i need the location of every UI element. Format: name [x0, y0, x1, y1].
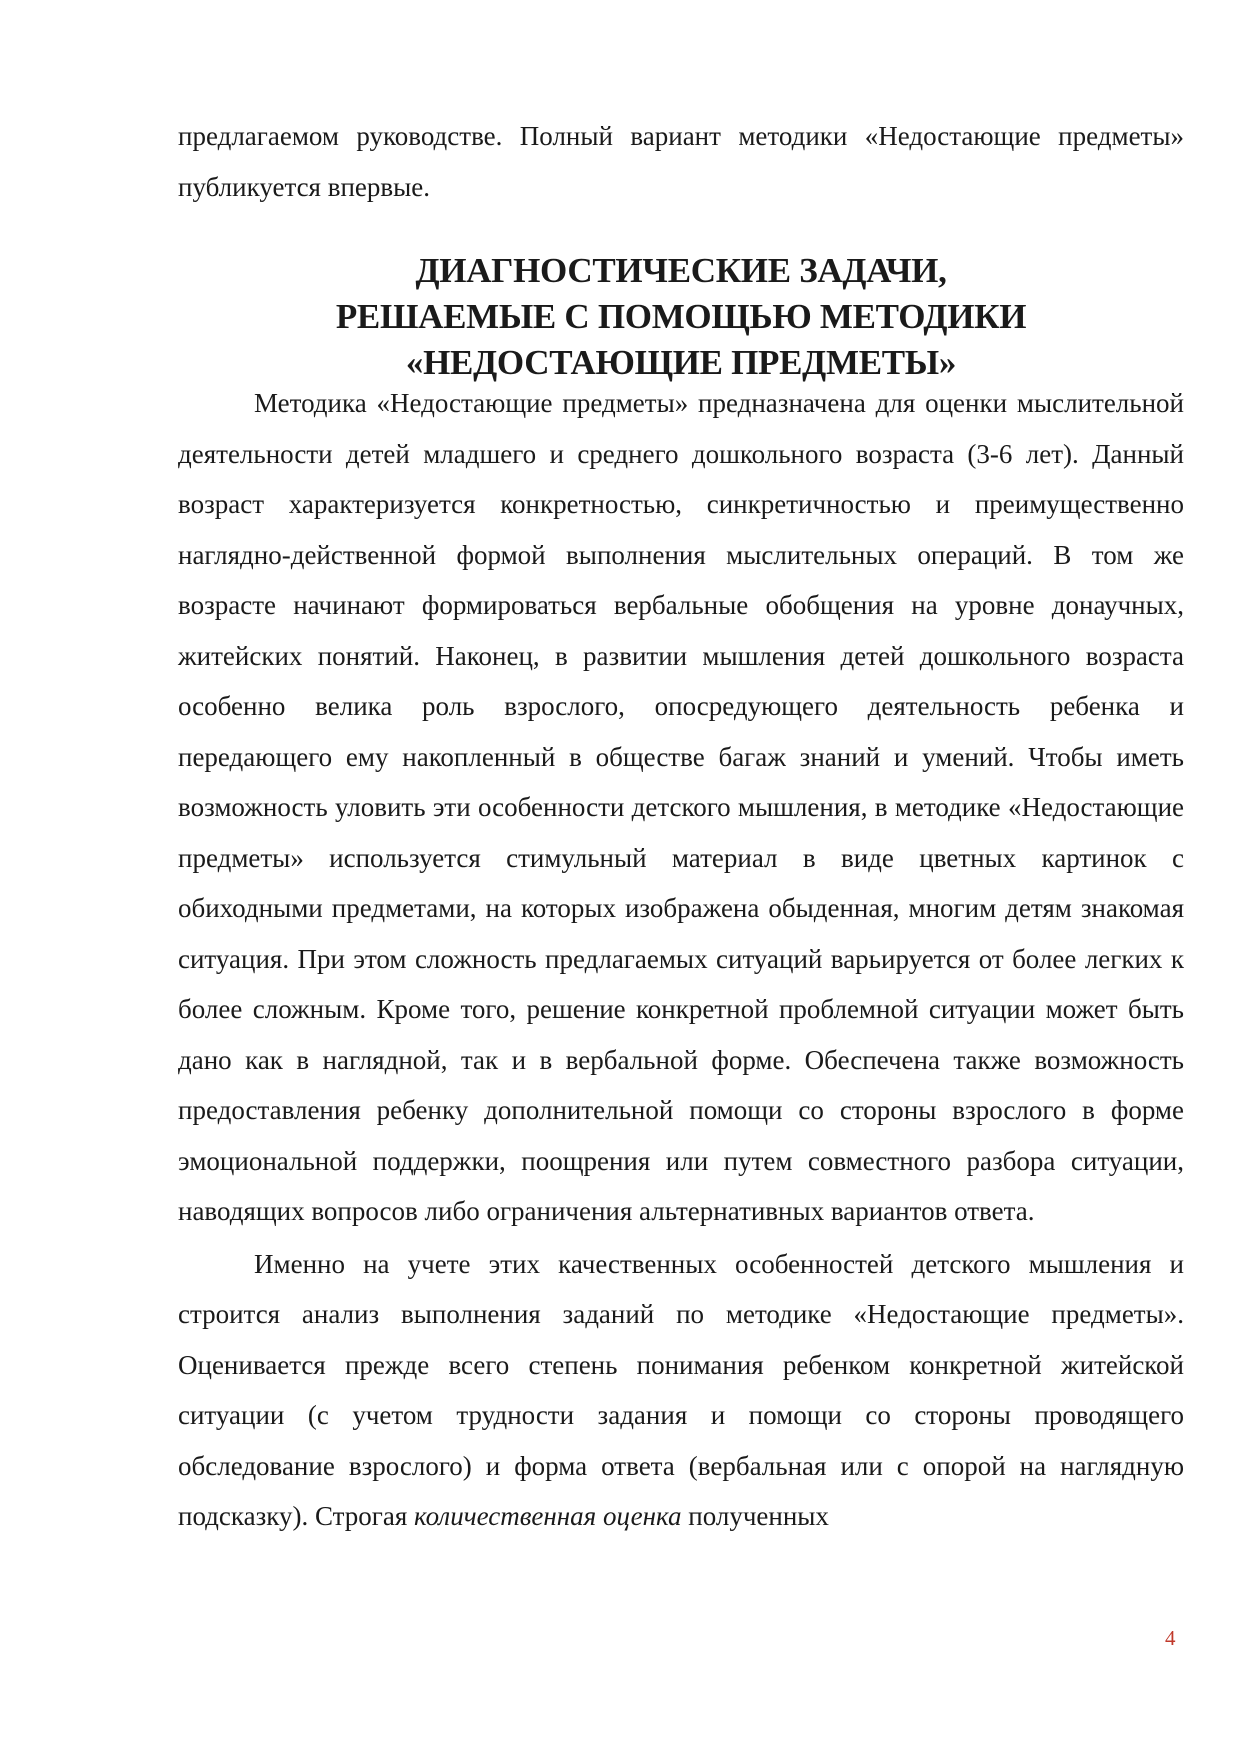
- intro-text-block: [178, 111, 1184, 212]
- paragraph-1: Методика «Недостающие предметы» предназначена для оценки мыслительной деятельности детей младшего и среднего дошкольного возраста (3-6 лет). Данный возраст характеризуется конкретностью, синкретичностью и преимущественно наглядно-действенной формой выполнения мыслительных операций. В том же возрасте начинают формироваться вербальные обобщения на уровне донаучных, житейских понятий. Наконец, в развитии мышления детей дошкольного возраста особенно велика роль взрослого, опосредующего деятельность ребенка и передающего ему накопленный в обществе багаж знаний и умений. Чтобы иметь возможность уловить эти особенности детского мышления, в методике «Недостающие предметы» используется стимульный материал в виде цветных картинок с обиходными предметами, на которых изображена обыденная, многим детям знакомая ситуация. При этом сложность предлагаемых ситуаций варьируется от более легких к более сложным. Кроме того, решение конкретной проблемной ситуации может быть дано как в наглядной, так и в вербальной форме. Обеспечена также возможность предоставления ребенку дополнительной помощи со стороны взрослого в форме эмоциональной поддержки, поощрения или путем совместного разбора ситуации, наводящих вопросов либо ограничения альтернативных вариантов ответа.: [178, 388, 1184, 1226]
- paragraph-2: [178, 1239, 1184, 1542]
- heading-line-1: ДИАГНОСТИЧЕСКИЕ ЗАДАЧИ,: [415, 251, 947, 290]
- paragraph-2-emphasis: количественная оценка: [414, 1501, 682, 1531]
- heading-line-3: «НЕДОСТАЮЩИЕ ПРЕДМЕТЫ»: [405, 343, 957, 382]
- paragraph-2-start: Именно на учете этих качественных особенностей детского мышления и строится анализ выполнения заданий по методике «Недостающие предметы». Оценивается прежде всего степень понимания ребенком конкретной житейской ситуации (с учетом трудности задания и помощи со стороны проводящего обследование взрослого) и форма ответа (вербальная или с опорой на наглядную подсказку). Строгая: [178, 1248, 1184, 1531]
- section-heading: [178, 248, 1184, 386]
- paragraph-2-end: полученных: [688, 1501, 829, 1531]
- main-text-block: [178, 378, 1184, 1542]
- heading-line-2: РЕШАЕМЫЕ С ПОМОЩЬЮ МЕТОДИКИ: [335, 297, 1027, 336]
- intro-paragraph: предлагаемом руководстве. Полный вариант методики «Недостающие предметы» публикуется впервые.: [178, 121, 1184, 202]
- page-number: 4: [1165, 1626, 1176, 1650]
